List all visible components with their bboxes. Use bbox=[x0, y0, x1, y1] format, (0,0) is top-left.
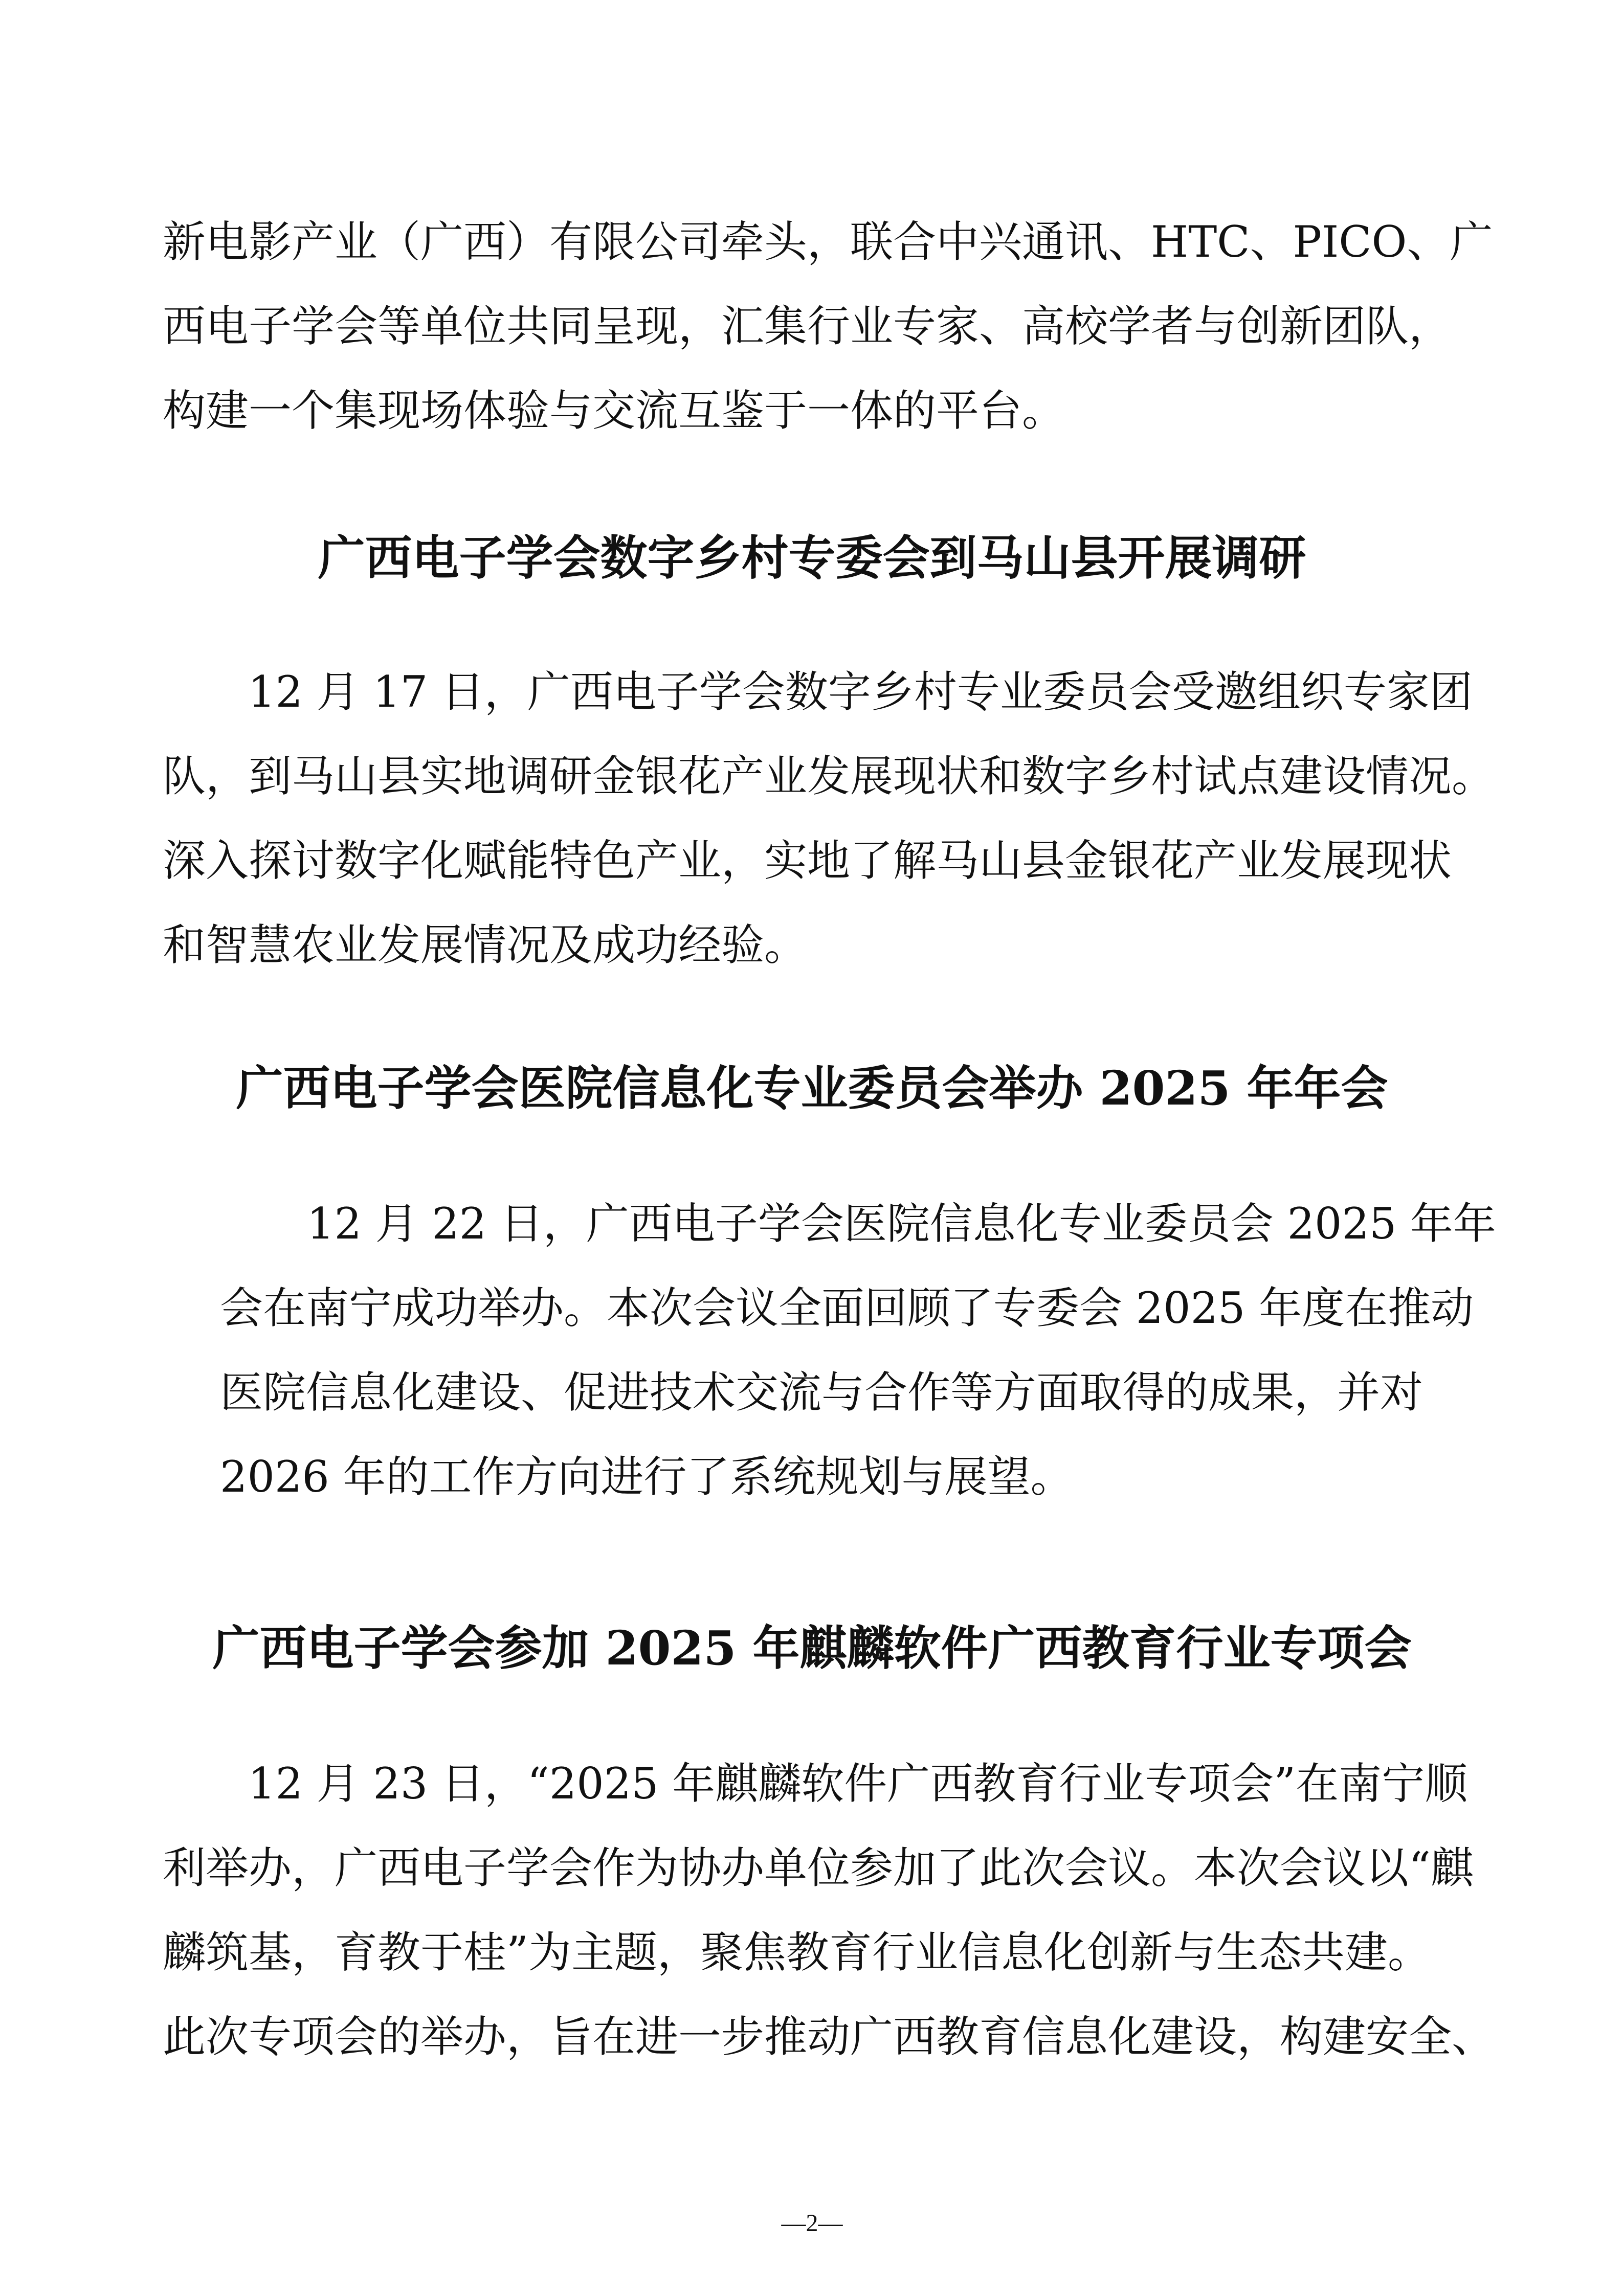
section-title: 广西电子学会数字乡村专委会到马山县开展调研 bbox=[318, 530, 1306, 586]
paragraph-line: 医院信息化建设、促进技术交流与合作等方面取得的成果，并对 bbox=[220, 1367, 1423, 1417]
paragraph-line: 新电影产业（广西）有限公司牵头，联合中兴通讯、HTC、PICO、广 bbox=[163, 217, 1493, 267]
paragraph-line: 队，到马山县实地调研金银花产业发展现状和数字乡村试点建设情况。 bbox=[163, 751, 1495, 801]
paragraph-line: 2026 年的工作方向进行了系统规划与展望。 bbox=[220, 1452, 1074, 1502]
paragraph-line: 西电子学会等单位共同呈现，汇集行业专家、高校学者与创新团队， bbox=[163, 301, 1452, 351]
page-number: —2— bbox=[781, 2210, 843, 2237]
paragraph-line: 12 月 17 日，广西电子学会数字乡村专业委员会受邀组织专家团 bbox=[248, 667, 1473, 717]
paragraph-line: 利举办，广西电子学会作为协办单位参加了此次会议。本次会议以“麒 bbox=[163, 1843, 1474, 1893]
paragraph-line: 此次专项会的举办，旨在进一步推动广西教育信息化建设，构建安全、 bbox=[163, 2012, 1495, 2062]
paragraph-line: 会在南宁成功举办。本次会议全面回顾了专委会 2025 年度在推动 bbox=[220, 1283, 1474, 1333]
paragraph-line: 12 月 22 日，广西电子学会医院信息化专业委员会 2025 年年 bbox=[307, 1199, 1497, 1249]
paragraph-line: 12 月 23 日，“2025 年麒麟软件广西教育行业专项会”在南宁顺 bbox=[248, 1759, 1468, 1809]
paragraph-line: 和智慧农业发展情况及成功经验。 bbox=[163, 920, 808, 970]
paragraph-line: 深入探讨数字化赋能特色产业，实地了解马山县金银花产业发展现状 bbox=[163, 836, 1452, 886]
paragraph-line: 构建一个集现场体验与交流互鉴于一体的平台。 bbox=[163, 386, 1065, 436]
section-title: 广西电子学会医院信息化专业委员会举办 2025 年年会 bbox=[236, 1061, 1388, 1116]
paragraph-line: 麟筑基，育教于桂”为主题，聚焦教育行业信息化创新与生态共建。 bbox=[163, 1927, 1431, 1977]
section-title: 广西电子学会参加 2025 年麒麟软件广西教育行业专项会 bbox=[212, 1620, 1412, 1676]
